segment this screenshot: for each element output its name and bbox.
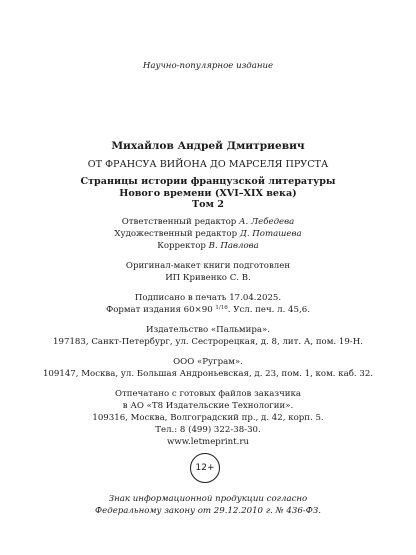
subtitle-line-2: Нового времени (XVI–XIX века) xyxy=(119,187,297,199)
layout-prep-line-1: Оригинал-макет книги подготовлен xyxy=(125,261,291,271)
printer-address: 109316, Москва, Волгоградский пр., д. 42, корп. 5. xyxy=(92,413,324,423)
printer-line-2: в АО «Т8 Издательские Технологии». xyxy=(122,401,294,411)
book-title: ОТ ФРАНСУА ВИЙОНА ДО МАРСЕЛЯ ПРУСТА xyxy=(87,159,329,170)
law-note-line-2: Федеральному закону от 29.12.2010 г. № 436-ФЗ. xyxy=(95,506,321,516)
subtitle-line-1: Страницы истории французской литературы xyxy=(80,176,336,187)
print-format: Формат издания 60×90 $^{1/16}$. Усл. печ. л. 45,6. xyxy=(106,305,310,315)
volume-number: Том 2 xyxy=(192,199,224,210)
credit-art-editor: Художественный редактор Д. Поташева xyxy=(114,229,302,239)
layout-prep-line-2: ИП Кривенко С. В. xyxy=(165,273,251,283)
genre-label: Научно-популярное издание xyxy=(142,61,274,71)
credit-corrector: Корректор В. Павлова xyxy=(157,241,259,251)
author-name: Михайлов Андрей Дмитриевич xyxy=(111,140,305,152)
printer-line-1: Отпечатано с готовых файлов заказчика xyxy=(114,389,301,399)
age-rating-badge: 12+ xyxy=(190,453,220,483)
publisher-address: 197183, Санкт-Петербург, ул. Сестрорецкая, д. 8, лит. А, пом. 19-Н. xyxy=(53,337,363,347)
signed-to-print: Подписано в печать 17.04.2025. xyxy=(134,293,282,303)
printer-phone: Тел.: 8 (499) 322-38-30. xyxy=(155,425,261,435)
credit-editor: Ответственный редактор А. Лебедева xyxy=(121,217,295,227)
law-note-line-1: Знак информационной продукции согласно xyxy=(108,494,308,504)
distributor-address: 109147, Москва, ул. Большая Андроньевская, д. 23, пом. 1, ком. каб. 32. xyxy=(42,369,374,379)
publisher-name: Издательство «Пальмира». xyxy=(146,325,270,335)
distributor-name: ООО «Руграм». xyxy=(173,357,243,367)
printer-website: www.letmeprint.ru xyxy=(166,437,250,447)
